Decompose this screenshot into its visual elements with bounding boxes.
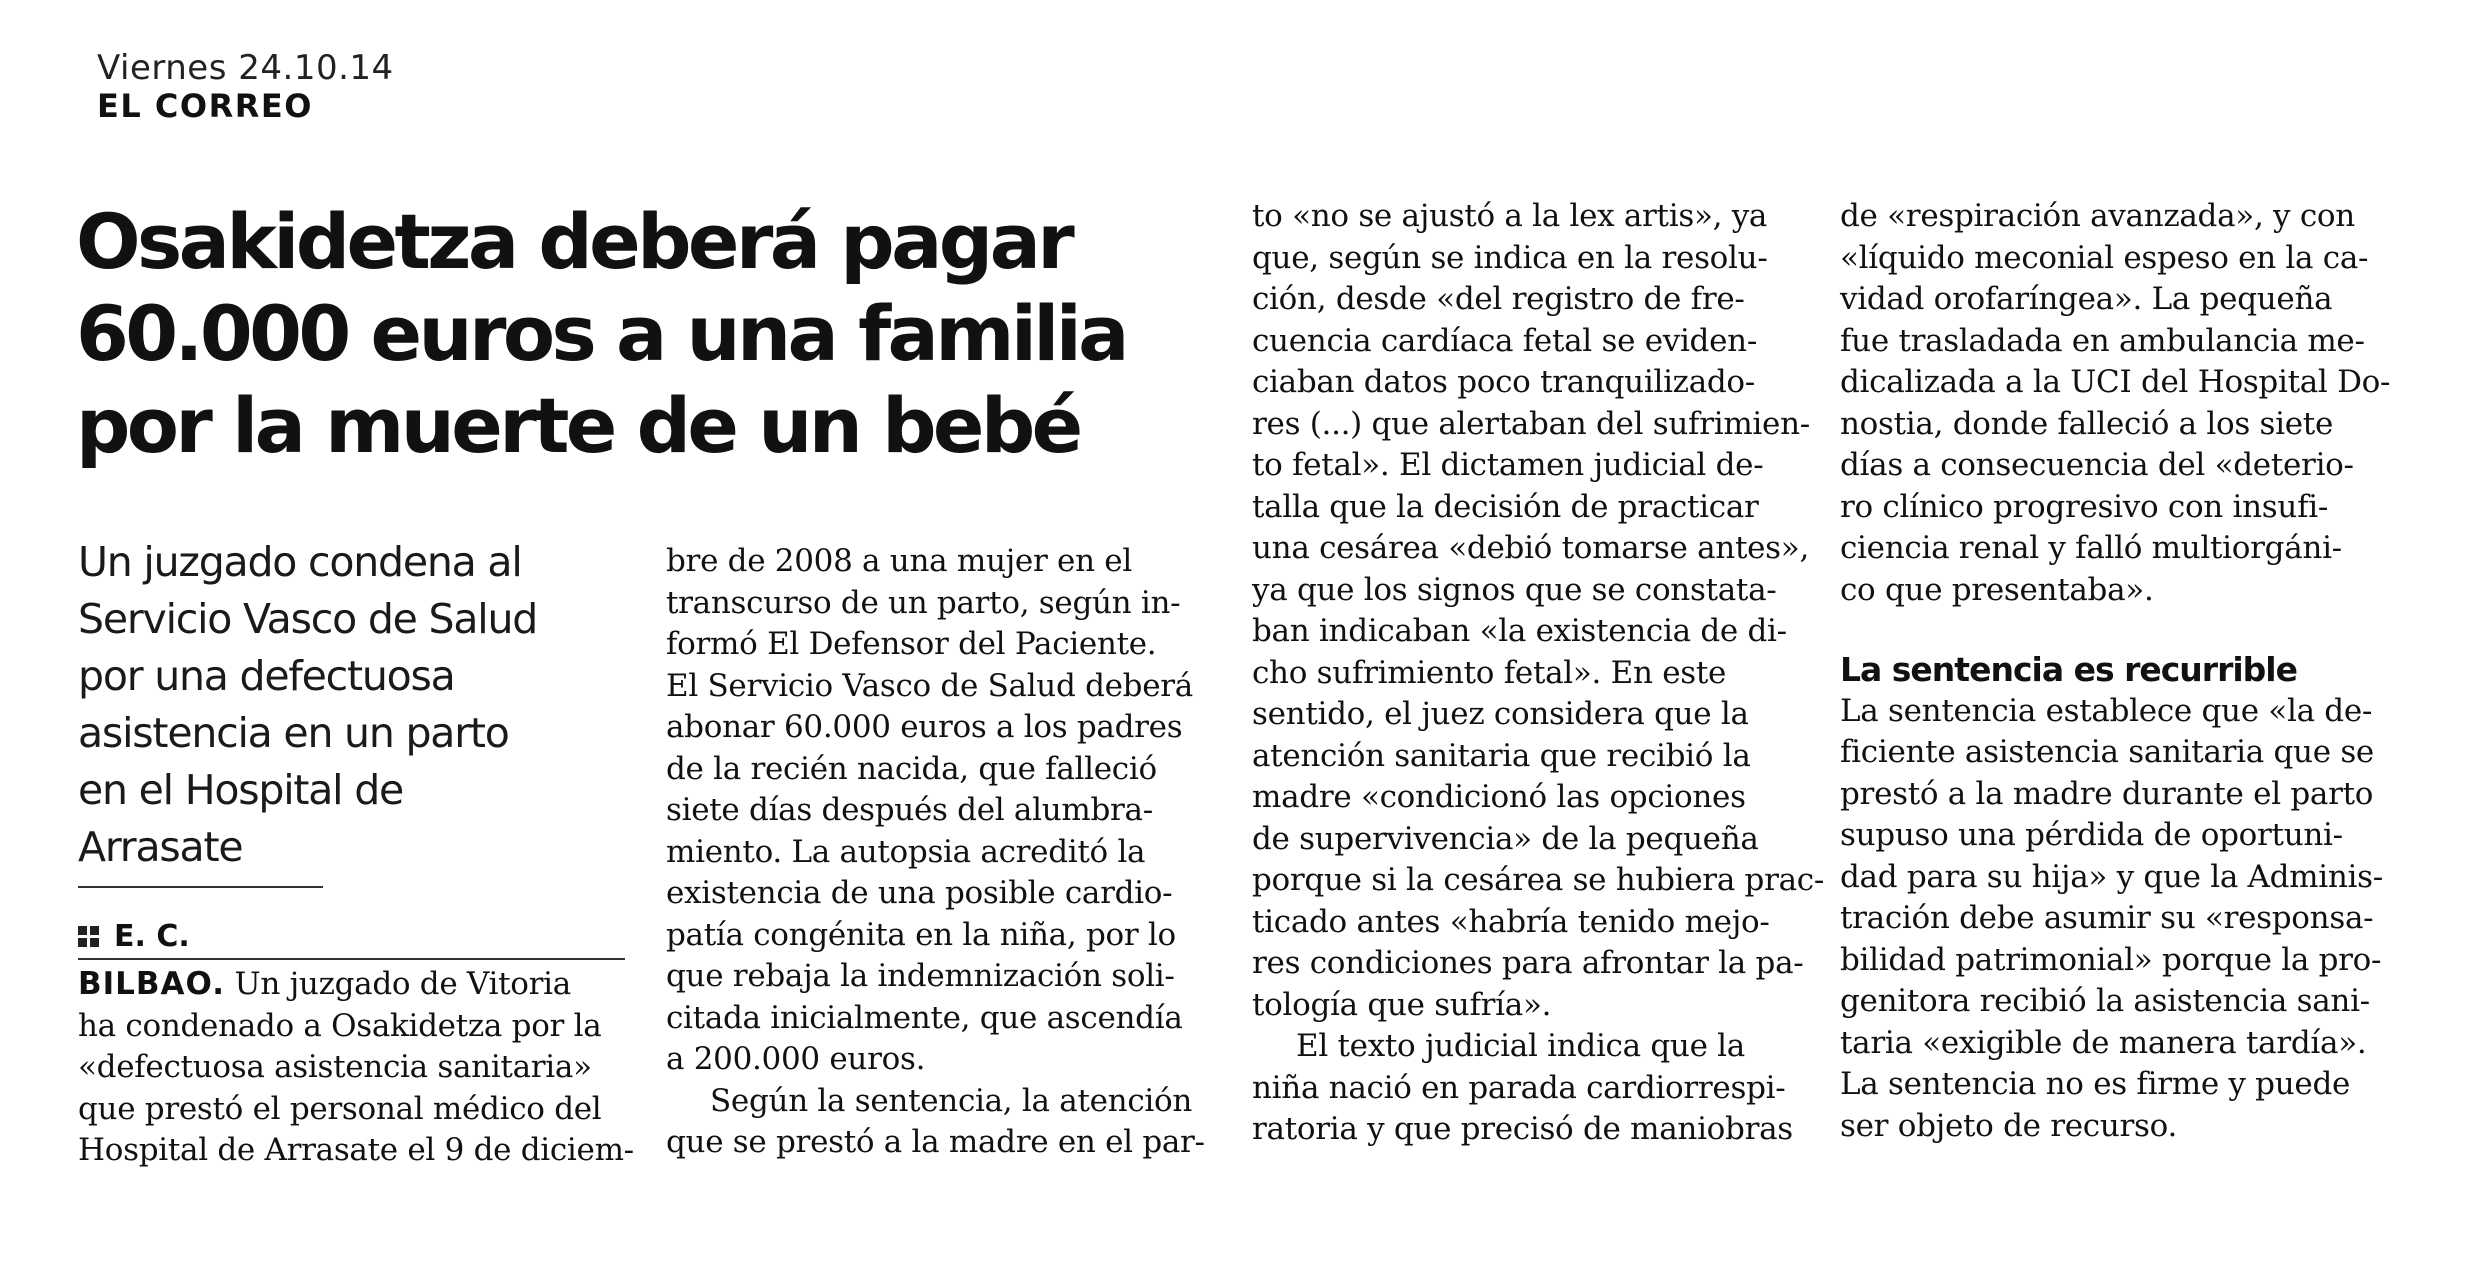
text-line: niña nació en parada cardiorrespi- [1252, 1069, 1786, 1106]
text-line: que, según se indica en la resolu- [1252, 239, 1768, 276]
text-line: prestó a la madre durante el parto [1840, 775, 2374, 812]
text-line: taria «exigible de manera tardía». [1840, 1024, 2367, 1061]
text-line: genitora recibió la asistencia sani- [1840, 983, 2370, 1019]
byline [78, 919, 190, 955]
article-column-1 [78, 964, 638, 1172]
headline [76, 196, 1136, 472]
text-line: ficiente asistencia sanitaria que se [1840, 734, 2374, 770]
text-line: ratoria y que precisó de maniobras [1252, 1111, 1793, 1147]
text-line: madre «condicionó las opciones [1252, 779, 1746, 815]
text-line: dicalizada a la UCI del Hospital Do- [1840, 364, 2391, 400]
text-line: de la recién nacida, que falleció [666, 750, 1157, 787]
text-line: nostia, donde falleció a los siete [1840, 405, 2333, 442]
text-line: vidad orofaríngea». La pequeña [1840, 281, 2333, 317]
text-line: Hospital de Arrasate el 9 de diciem- [78, 1132, 634, 1168]
headline-line: Osakidetza deberá pagar [76, 197, 1072, 286]
newspaper-name: EL CORREO [97, 87, 313, 125]
text-line: dad para su hija» y que la Adminis- [1840, 858, 2383, 895]
text-line: de supervivencia» de la pequeña [1252, 820, 1759, 857]
text-line: tración debe asumir su «responsa- [1840, 900, 2374, 936]
paragraph-spacer [1840, 611, 2385, 649]
text-line: atención sanitaria que recibió la [1252, 737, 1751, 774]
crosshead: La sentencia es recurrible [1840, 650, 2297, 689]
text-line: sentido, el juez considera que la [1252, 696, 1749, 732]
text-line: La sentencia no es firme y puede [1840, 1066, 2351, 1102]
subheadline-line: Servicio Vasco de Salud [78, 595, 538, 643]
text-line: que prestó el personal médico del [78, 1090, 602, 1127]
text-line: ban indicaban «la existencia de di- [1252, 613, 1787, 649]
text-line: a 200.000 euros. [666, 1041, 926, 1077]
text-line: abonar 60.000 euros a los padres [666, 709, 1183, 745]
text-line: bilidad patrimonial» porque la pro- [1840, 941, 2382, 978]
text-line: «líquido meconial espeso en la ca- [1840, 239, 2369, 276]
text-line: ha condenado a Osakidetza por la [78, 1007, 602, 1044]
subheadline-line: por una defectuosa [78, 652, 455, 700]
text-line: Según la sentencia, la atención [710, 1082, 1193, 1119]
article-column-3 [1252, 196, 1825, 1151]
text-line: transcurso de un parto, según in- [666, 584, 1181, 621]
text-line: to «no se ajustó a la lex artis», ya [1252, 198, 1768, 234]
text-line: tología que sufría». [1252, 986, 1552, 1023]
text-line: que rebaja la indemnización soli- [666, 958, 1175, 994]
text-line: talla que la decisión de practicar [1252, 488, 1759, 525]
text-line: to fetal». El dictamen judicial de- [1252, 447, 1764, 483]
subheadline-line: Un juzgado condena al [78, 538, 522, 586]
text-line: citada inicialmente, que ascendía [666, 999, 1183, 1036]
headline-line: por la muerte de un bebé [76, 381, 1080, 470]
text-line: patía congénita en la niña, por lo [666, 916, 1176, 953]
subheadline [78, 534, 638, 876]
subheadline-line: en el Hospital de [78, 766, 404, 814]
text-line: ciencia renal y falló multiorgáni- [1840, 530, 2342, 566]
text-line: El texto judicial indica que la [1296, 1028, 1745, 1064]
text-line: ciaban datos poco tranquilizado- [1252, 364, 1755, 400]
text-line: co que presentaba». [1840, 571, 2154, 608]
subheadline-divider [78, 886, 323, 888]
text-line: «defectuosa asistencia sanitaria» [78, 1049, 592, 1085]
text-line: formó El Defensor del Paciente. [666, 626, 1157, 662]
byline-divider [78, 958, 625, 960]
text-line: siete días después del alumbra- [666, 792, 1153, 828]
text-line: res condiciones para afrontar la pa- [1252, 945, 1804, 981]
text-line: existencia de una posible cardio- [666, 875, 1173, 911]
text-line: porque si la cesárea se hubiera prac- [1252, 862, 1825, 898]
dateline: BILBAO. [78, 966, 225, 1002]
byline-squares-icon [78, 924, 106, 948]
text-line: supuso una pérdida de oportuni- [1840, 817, 2343, 853]
text-line: ro clínico progresivo con insufi- [1840, 488, 2329, 525]
article-column-4 [1840, 196, 2391, 1147]
text-line: La sentencia establece que «la de- [1840, 692, 2373, 729]
text-line: fue trasladada en ambulancia me- [1840, 322, 2365, 359]
headline-line: 60.000 euros a una familia [76, 289, 1126, 378]
text-line: miento. La autopsia acreditó la [666, 833, 1146, 870]
subheadline-line: asistencia en un parto [78, 709, 509, 757]
text-line: El Servicio Vasco de Salud deberá [666, 667, 1193, 704]
byline-author: E. C. [114, 919, 190, 954]
text-line: BILBAO. Un juzgado de Vitoria [78, 966, 571, 1002]
text-line: ser objeto de recurso. [1840, 1107, 2178, 1144]
text-line: que se prestó a la madre en el par- [666, 1124, 1205, 1160]
text-line: cuencia cardíaca fetal se eviden- [1252, 322, 1757, 359]
text-line: una cesárea «debió tomarse antes», [1252, 530, 1810, 566]
text-line: ticado antes «habría tenido mejo- [1252, 903, 1770, 940]
subheadline-line: Arrasate [78, 823, 243, 871]
article-column-2 [666, 541, 1211, 1164]
text-line: bre de 2008 a una mujer en el [666, 543, 1132, 579]
text-line: cho sufrimiento fetal». En este [1252, 654, 1727, 691]
text-line: ción, desde «del registro de fre- [1252, 281, 1745, 317]
text-line: ya que los signos que se constata- [1252, 571, 1777, 608]
text-line: res (...) que alertaban del sufrimien- [1252, 405, 1810, 442]
masthead [97, 48, 394, 124]
text-line: de «respiración avanzada», y con [1840, 198, 2355, 234]
publication-date: Viernes 24.10.14 [97, 48, 394, 88]
text-line: días a consecuencia del «deterio- [1840, 447, 2354, 483]
